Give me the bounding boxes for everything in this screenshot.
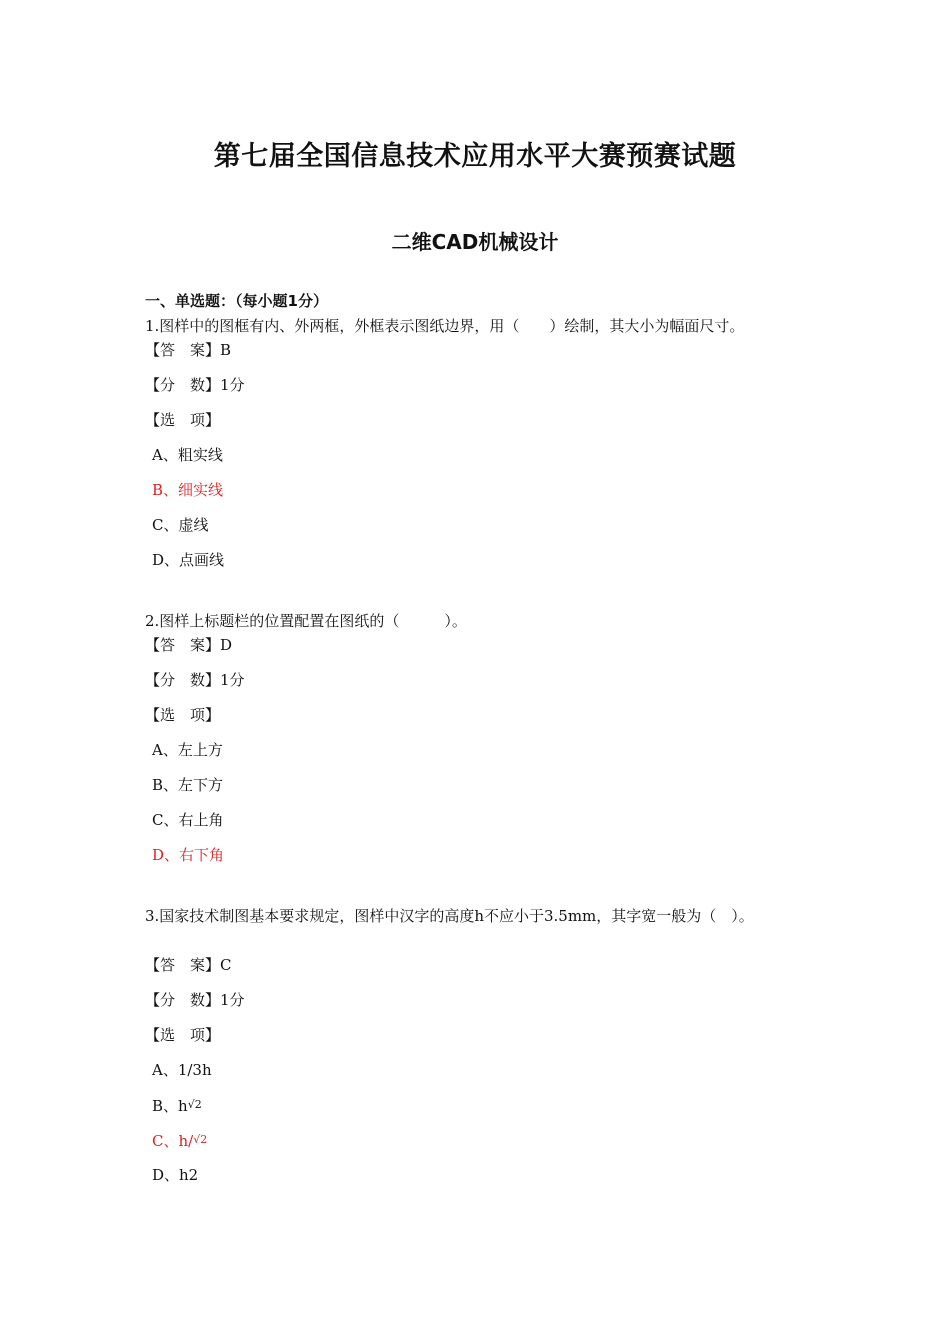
question-3-score [145,989,245,1011]
answer-value: C [220,956,232,974]
sqrt-2-glyph: √2 [193,1133,208,1146]
option-correct [152,1129,207,1152]
option-text: C、h/ [152,1132,194,1150]
score-label: 【分 数】 [145,671,221,689]
option: A、1/3h [152,1061,212,1079]
answer-value: D [220,636,233,654]
question-2-answer [145,634,232,656]
option-text: B、h [152,1097,188,1115]
option [152,1094,202,1117]
score-value: 1分 [220,376,245,394]
option: B、左下方 [152,776,224,794]
option: A、左上方 [152,741,223,759]
score-label: 【分 数】 [145,991,221,1009]
question-1-options-label: 【选 项】 [145,411,221,429]
answer-value: B [220,341,232,359]
option: A、粗实线 [152,446,223,464]
score-value: 1分 [220,671,245,689]
page-title: 第七届全国信息技术应用水平大赛预赛试题 [213,141,737,172]
answer-label: 【答 案】 [145,341,221,359]
question-1-answer [145,339,231,361]
section-heading: 一、单选题：（每小题1分） [145,292,328,310]
option: D、点画线 [152,551,225,569]
option-correct: D、右下角 [152,846,225,864]
score-value: 1分 [220,991,245,1009]
score-label: 【分 数】 [145,376,221,394]
option-correct: B、细实线 [152,481,224,499]
sqrt-2-glyph: √2 [187,1098,202,1111]
option: C、右上角 [152,811,224,829]
question-3-answer [145,954,232,976]
question-3-text: 3.国家技术制图基本要求规定，图样中汉字的高度h不应小于3.5mm，其字宽一般为（ ）。 [145,907,754,925]
question-2-score [145,669,245,691]
question-2-text: 2.图样上标题栏的位置配置在图纸的（ ）。 [145,612,467,630]
option: D、h2 [152,1166,199,1184]
question-1-score [145,374,245,396]
answer-label: 【答 案】 [145,636,221,654]
question-3-options-label: 【选 项】 [145,1026,221,1044]
page-subtitle: 二维CAD机械设计 [391,230,559,254]
answer-label: 【答 案】 [145,956,221,974]
option: C、虚线 [152,516,209,534]
question-1-text: 1.图样中的图框有内、外两框，外框表示图纸边界，用（ ）绘制，其大小为幅面尺寸。 [145,317,745,335]
question-2-options-label: 【选 项】 [145,706,221,724]
